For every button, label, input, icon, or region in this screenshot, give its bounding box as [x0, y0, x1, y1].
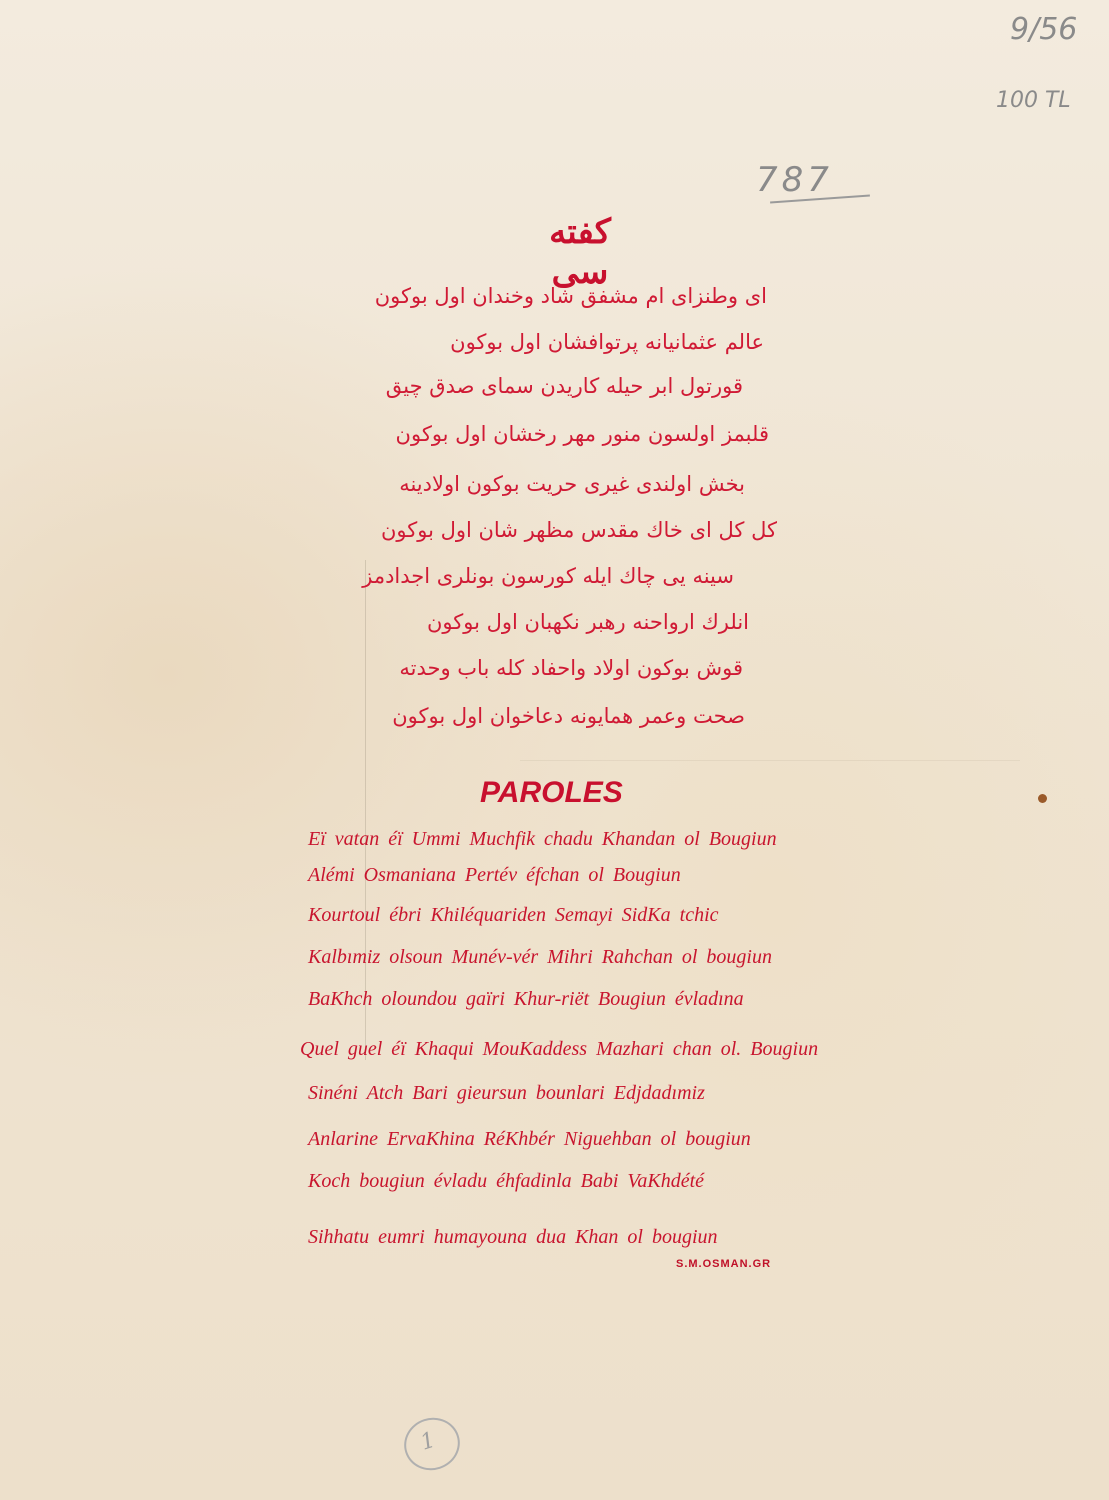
- catalog-number: 9/56: [1010, 12, 1078, 47]
- latin-line-7: Sinéni Atch Bari gieursun bounlari Edjdadımiz: [308, 1082, 705, 1104]
- latin-line-10: Sihhatu eumri humayouna dua Khan ol bougiun: [308, 1226, 718, 1248]
- ottoman-line-3: قورتول ابر حيله كاريدن سمای صدق چيق: [385, 374, 743, 398]
- ottoman-line-4: قلبمز اولسون منور مهر رخشان اول بوكون: [395, 422, 769, 446]
- latin-line-3: Kourtoul ébri Khiléquariden Semayi SidKa tchic: [308, 904, 719, 926]
- latin-line-8: Anlarine ErvaKhina RéKhbér Niguehban ol bougiun: [308, 1128, 751, 1150]
- paper-fold-vertical: [365, 560, 366, 1060]
- latin-line-9: Koch bougiun évladu éhfadinla Babi VaKhdété: [308, 1170, 705, 1192]
- ottoman-line-7: سينه يی چاك ايله كورسون بونلری اجدادمز: [362, 564, 734, 588]
- pencil-stamp: [397, 1411, 466, 1478]
- latin-line-1: Eï vatan éï Ummi Muchfik chadu Khandan ol Bougiun: [308, 828, 777, 850]
- ottoman-title: كفته سی: [549, 212, 611, 292]
- ottoman-line-5: بخش اولندی غیری حریت بوكون اولادينه: [399, 472, 745, 496]
- ottoman-line-2: عالم عثمانيانه پرتوافشان اول بوكون: [450, 330, 764, 354]
- paper-fold-horizontal: [520, 760, 1020, 761]
- latin-line-2: Alémi Osmaniana Pertév éfchan ol Bougiun: [308, 864, 681, 886]
- author-signature: S.M.OSMAN.GR: [676, 1258, 772, 1270]
- latin-line-5: BaKhch oloundou gaïri Khur-riët Bougiun évladına: [308, 988, 744, 1010]
- paroles-heading: PAROLES: [480, 776, 623, 809]
- price-note: 100 TL: [996, 88, 1071, 113]
- ottoman-line-6: كل كل ای خاك مقدس مظهر شان اول بوكون: [380, 518, 777, 542]
- stamp-mark: 1: [417, 1427, 439, 1456]
- latin-line-6: Quel guel éï Khaqui MouKaddess Mazhari chan ol. Bougiun: [300, 1038, 819, 1060]
- ottoman-line-9: قوش بوكون اولاد واحفاد كله باب وحدته: [399, 656, 743, 680]
- ink-spot: [1038, 794, 1047, 803]
- ottoman-line-10: صحت وعمر همايونه دعاخوان اول بوكون: [392, 704, 745, 728]
- latin-line-4: Kalbımiz olsoun Munév-vér Mihri Rahchan ol bougiun: [308, 946, 772, 968]
- ottoman-line-8: انلرك ارواحنه رهبر نكهبان اول بوكون: [426, 610, 749, 634]
- ottoman-line-1: ای وطنزای ام مشفق شاد وخندان اول بوكون: [374, 284, 767, 308]
- inventory-number: 787: [756, 160, 833, 200]
